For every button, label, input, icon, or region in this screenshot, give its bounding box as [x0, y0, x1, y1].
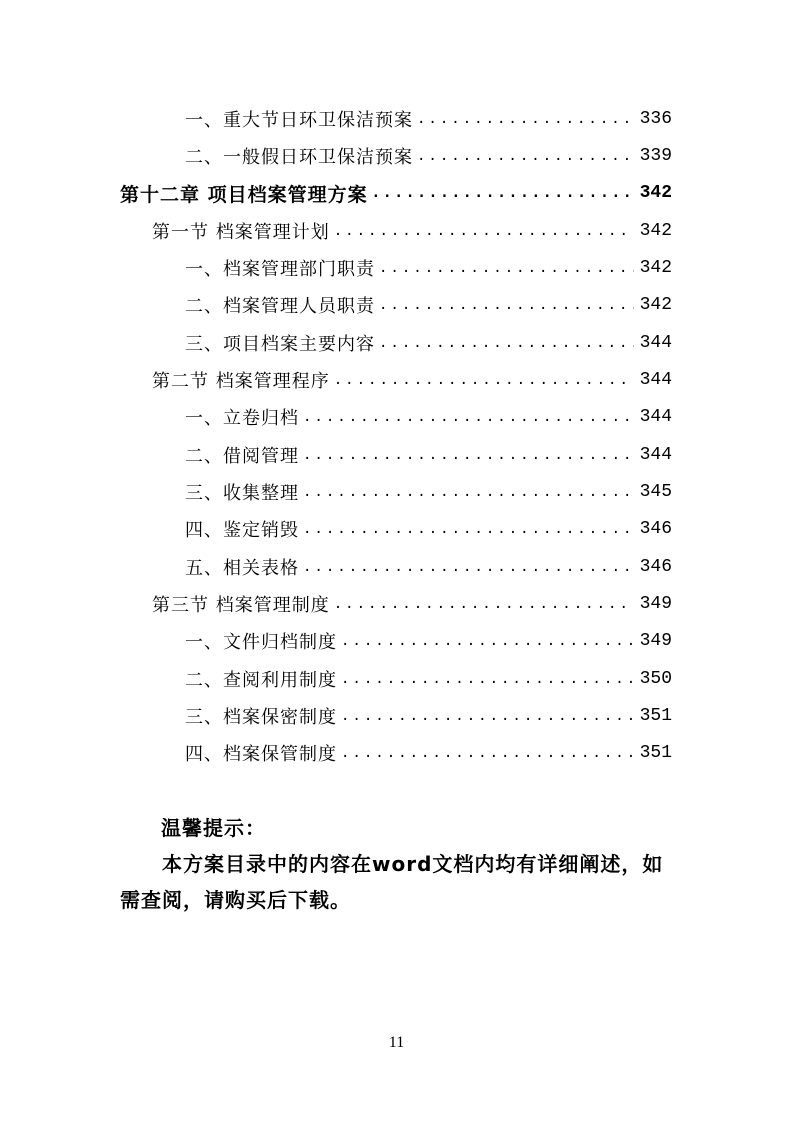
toc-entry[interactable]: [185, 552, 672, 582]
toc-leader-dots: [417, 148, 634, 164]
toc-entry[interactable]: [185, 402, 672, 432]
toc-entry-label: 三、收集整理: [185, 483, 299, 504]
toc-entry[interactable]: [185, 664, 672, 694]
toc-leader-dots: [334, 223, 634, 239]
toc-entry-page: 344: [639, 333, 672, 353]
toc-entry[interactable]: [185, 477, 672, 507]
toc-entry-label: 一、重大节日环卫保洁预案: [185, 110, 413, 131]
toc-section-entry[interactable]: [152, 365, 672, 395]
toc-entry-label: 三、档案保密制度: [185, 707, 337, 728]
toc-entry-page: 351: [639, 743, 672, 763]
toc-leader-dots: [303, 484, 634, 500]
toc-entry-page: 342: [639, 258, 672, 278]
toc-entry-page: 344: [639, 445, 672, 465]
toc-entry[interactable]: [185, 440, 672, 470]
toc-leader-dots: [334, 372, 634, 388]
toc-entry-label: 第二节 档案管理程序: [152, 371, 330, 392]
toc-entry-label: 二、一般假日环卫保洁预案: [185, 147, 413, 168]
toc-entry-label: 二、借阅管理: [185, 446, 299, 467]
toc-leader-dots: [334, 596, 634, 612]
toc-leader-dots: [341, 671, 634, 687]
toc-leader-dots: [341, 708, 634, 724]
toc-entry-label: 第一节 档案管理计划: [152, 222, 330, 243]
toc-entry[interactable]: [185, 290, 672, 320]
tip-body: 本方案目录中的内容在word文档内均有详细阐述，如需查阅，请购买后下载。: [120, 852, 664, 912]
toc-entry[interactable]: [185, 738, 672, 768]
toc-leader-dots: [303, 447, 634, 463]
toc-entry-page: 346: [639, 557, 672, 577]
toc-entry-page: 349: [639, 631, 672, 651]
tip-title: 温馨提示：: [161, 816, 266, 840]
toc-entry-label: 第十二章 项目档案管理方案: [120, 183, 368, 206]
toc-chapter-entry[interactable]: [120, 178, 672, 208]
toc-entry-label: 四、鉴定销毁: [185, 520, 299, 541]
toc-entry-label: 四、档案保管制度: [185, 744, 337, 765]
page-number: 11: [388, 1034, 405, 1051]
toc-entry-label: 五、相关表格: [185, 558, 299, 579]
toc-entry[interactable]: [185, 626, 672, 656]
toc-entry-page: 349: [639, 594, 672, 614]
toc-entry[interactable]: [185, 701, 672, 731]
toc-section-entry[interactable]: [152, 216, 672, 246]
toc-entry[interactable]: [185, 141, 672, 171]
toc-entry[interactable]: [185, 514, 672, 544]
toc-leader-dots: [417, 111, 634, 127]
toc-entry-page: 342: [639, 183, 672, 203]
toc-leader-dots: [341, 633, 634, 649]
toc-entry-page: 339: [639, 146, 672, 166]
toc-entry-label: 二、档案管理人员职责: [185, 296, 375, 317]
toc-entry-label: 一、档案管理部门职责: [185, 259, 375, 280]
toc-entry-label: 第三节 档案管理制度: [152, 595, 330, 616]
toc-entry[interactable]: [185, 104, 672, 134]
toc-leader-dots: [379, 260, 634, 276]
toc-entry-page: 350: [639, 669, 672, 689]
toc-entry-page: 345: [639, 482, 672, 502]
toc-entry-label: 二、查阅利用制度: [185, 670, 337, 691]
toc-entry[interactable]: [185, 253, 672, 283]
toc-entry-page: 344: [639, 407, 672, 427]
toc-entry-label: 一、文件归档制度: [185, 632, 337, 653]
toc-leader-dots: [303, 409, 634, 425]
toc-entry[interactable]: [185, 328, 672, 358]
toc-entry-page: 346: [639, 519, 672, 539]
toc-entry-page: 342: [639, 295, 672, 315]
toc-leader-dots: [303, 559, 634, 575]
toc-leader-dots: [379, 335, 634, 351]
toc-entry-page: 336: [639, 109, 672, 129]
toc-entry-page: 344: [639, 370, 672, 390]
toc-leader-dots: [372, 185, 634, 201]
toc-entry-label: 一、立卷归档: [185, 408, 299, 429]
toc-entry-page: 351: [639, 706, 672, 726]
toc-leader-dots: [341, 745, 634, 761]
toc-leader-dots: [303, 521, 634, 537]
toc-entry-label: 三、项目档案主要内容: [185, 334, 375, 355]
toc-leader-dots: [379, 297, 634, 313]
toc-entry-page: 342: [639, 221, 672, 241]
toc-section-entry[interactable]: [152, 589, 672, 619]
